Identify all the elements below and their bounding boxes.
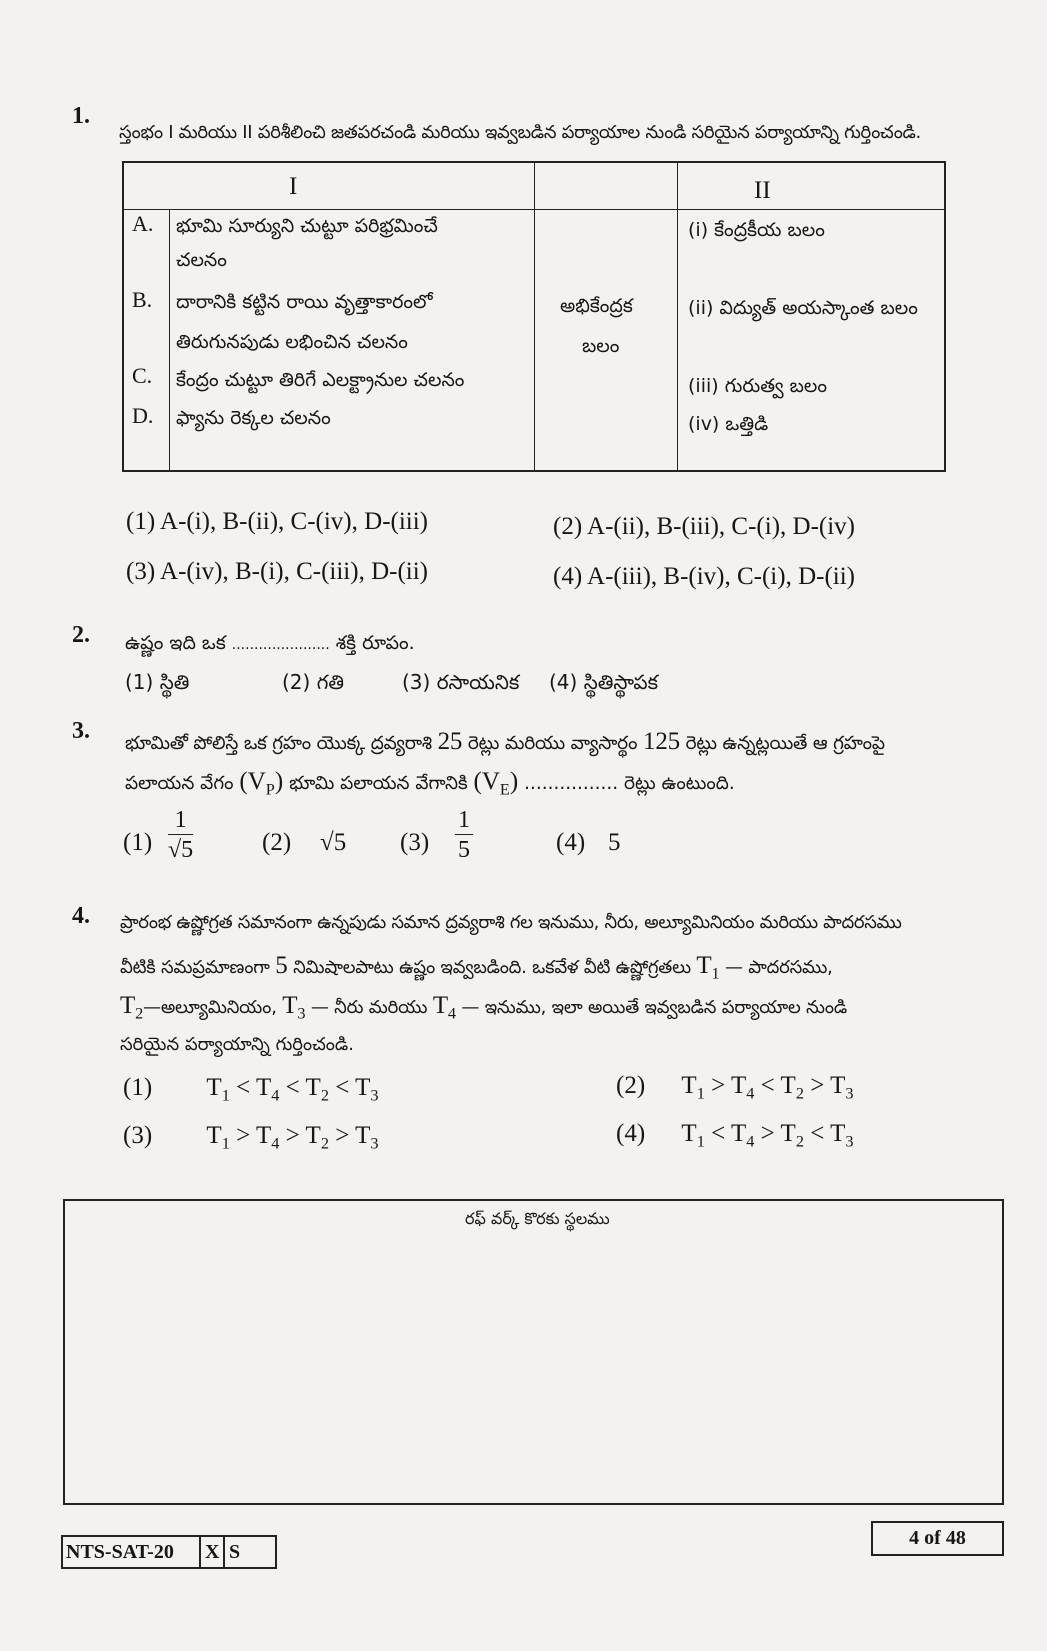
col2-item-3: (iii) గురుత్వ బలం	[688, 375, 827, 397]
item-d-label: D.	[132, 403, 154, 428]
q4-t1: T	[696, 952, 712, 979]
q3-option-4-value: 5	[608, 829, 621, 856]
middle-line1: అభికేంద్రక	[560, 295, 633, 317]
q4-t3-sub: 3	[297, 1004, 306, 1023]
col2-item-1: (i) కేంద్రకీయ బలం	[688, 219, 825, 241]
item-b-line1: దారానికి కట్టిన రాయి వృత్తాకారంలో	[176, 291, 433, 313]
q4-option-3[interactable]: (3) $T_1 > T_4 > T_2 > T_3$	[123, 1122, 379, 1153]
q4-line2-a: వీటికి సమప్రమాణంగా	[120, 957, 270, 978]
q4-aluminium: —అల్యూమినియం,	[143, 997, 277, 1018]
q2-text-before: ఉష్ణం ఇది ఒక	[125, 632, 226, 654]
q3-line1	[125, 728, 885, 758]
q4-opt1-rel1: <	[236, 1074, 251, 1101]
rough-work-label: రఫ్ వర్క్ కొరకు స్థలము	[465, 1209, 610, 1228]
q4-five: 5	[275, 952, 288, 979]
col2-item-2: (ii) విద్యుత్ అయస్కాంత బలం	[688, 297, 918, 319]
item-c-line1: కేంద్రం చుట్టూ తిరిగే ఎలక్ట్రానుల చలనం	[176, 369, 465, 391]
q4-opt3-label: (3)	[123, 1122, 153, 1149]
q4-option-2[interactable]: (2) $T_1 > T_4 < T_2 > T_3$	[616, 1072, 854, 1103]
q4-opt2-rel1: >	[711, 1072, 726, 1099]
footer-x: X	[205, 1541, 220, 1563]
middle-line2: బలం	[582, 335, 620, 357]
q3-option-4-label[interactable]: (4)	[556, 829, 586, 856]
item-d-line1: ఫ్యాను రెక్కల చలనం	[176, 407, 331, 429]
q4-t3: T	[282, 992, 298, 1019]
q3-option-2-value: √5	[320, 829, 347, 856]
q2-option-1[interactable]: (1) స్థితి	[125, 670, 190, 694]
q2-option-2[interactable]: (2) గతి	[282, 670, 344, 694]
q3-line2-a: పలాయన వేగం	[125, 773, 234, 794]
q4-opt1-rel3: <	[335, 1074, 350, 1101]
q1-option-2[interactable]: (2) A-(ii), B-(iii), C-(i), D-(iv)	[553, 513, 856, 540]
col1-header: I	[289, 173, 298, 200]
q3-option-2-label[interactable]: (2)	[262, 829, 292, 856]
q3-num-125: 125	[643, 728, 680, 755]
item-a-line1: భూమి సూర్యుని చుట్టూ పరిభ్రమించే	[176, 215, 438, 237]
q4-opt3-rel2: >	[285, 1122, 300, 1149]
q1-option-4[interactable]: (4) A-(iii), B-(iv), C-(i), D-(ii)	[553, 563, 856, 590]
q4-opt4-label: (4)	[616, 1120, 646, 1147]
q4-opt4-rel3: <	[810, 1120, 825, 1147]
col2-header: II	[754, 177, 771, 204]
q4-t1-sub: 1	[711, 964, 720, 983]
q4-line3	[120, 992, 847, 1024]
q3-opt1-num: 1	[168, 806, 193, 835]
q4-opt3-rel1: >	[236, 1122, 251, 1149]
item-c-label: C.	[132, 363, 153, 388]
q4-option-1[interactable]: (1) $T_1 < T_4 < T_2 < T_3$	[123, 1074, 379, 1105]
q3-option-1-label[interactable]: (1)	[123, 829, 153, 856]
q4-number: 4.	[72, 903, 90, 929]
q4-opt3-rel3: >	[335, 1122, 350, 1149]
q2-text-after: శక్తి రూపం.	[335, 632, 415, 654]
q3-number: 3.	[72, 718, 90, 744]
q3-vp-close: )	[274, 768, 284, 795]
q1-number: 1.	[72, 103, 90, 129]
q4-t2: T	[120, 992, 136, 1019]
q4-opt2-label: (2)	[616, 1072, 646, 1099]
match-table	[122, 161, 946, 472]
q4-opt2-rel2: <	[760, 1072, 775, 1099]
q2-option-3[interactable]: (3) రసాయనిక	[402, 670, 520, 694]
q3-option-3-label[interactable]: (3)	[400, 829, 430, 856]
q4-line2-b: నిమిషాలపాటు ఉష్ణం ఇవ్వబడింది. ఒకవేళ వీటి ఉష్ణోగ్రతలు	[293, 957, 691, 978]
footer-code-box	[61, 1535, 277, 1569]
q3-opt3-num: 1	[455, 806, 473, 835]
q4-opt4-rel2: >	[760, 1120, 775, 1147]
q4-line1: ప్రారంభ ఉష్ణోగ్రత సమానంగా ఉన్నపుడు సమాన ద్రవ్యరాశి గల ఇనుము, నీరు, అల్యూమినియం మరియు పాదరసము	[120, 912, 902, 933]
q3-vp-sub: P	[265, 780, 275, 799]
rough-work-box	[63, 1199, 1004, 1505]
item-b-label: B.	[132, 287, 153, 312]
q4-t4: T	[432, 992, 448, 1019]
q2-option-4[interactable]: (4) స్థితిస్థాపక	[549, 670, 659, 694]
q4-line2	[120, 952, 833, 984]
q4-t4-sub: 4	[447, 1004, 456, 1023]
q4-opt1-rel2: <	[285, 1074, 300, 1101]
footer-page: 4 of 48	[909, 1527, 966, 1549]
q4-opt2-rel3: >	[810, 1072, 825, 1099]
q3-line1-c: రెట్లు ఉన్నట్లయితే ఆ గ్రహంపై	[685, 733, 885, 754]
q4-line4: సరియైన పర్యాయాన్ని గుర్తించండి.	[120, 1034, 354, 1055]
q3-line2	[125, 768, 735, 800]
q4-water: — నీరు మరియు	[310, 997, 428, 1018]
q3-opt3-den: 5	[458, 837, 470, 863]
q3-num-25: 25	[437, 728, 463, 755]
q3-opt1-den: √5	[168, 837, 194, 863]
item-a-label: A.	[132, 211, 154, 236]
q3-ve-close: )	[509, 768, 519, 795]
q2-text	[125, 632, 415, 659]
q3-line2-b: భూమి పలాయన వేగానికి	[289, 773, 468, 794]
q1-option-1[interactable]: (1) A-(i), B-(ii), C-(iv), D-(iii)	[126, 508, 429, 535]
q4-mercury: — పాదరసము,	[724, 957, 833, 978]
item-a-line2: చలనం	[176, 249, 227, 271]
q4-option-4[interactable]: (4) $T_1 < T_4 > T_2 < T_3$	[616, 1120, 854, 1151]
q1-text: స్తంభం I మరియు II పరిశీలించి జతపరచండి మరియు ఇవ్వబడిన పర్యాయాల నుండి సరియైన పర్యాయాన్ని గుర్తించండి.	[119, 122, 921, 143]
footer-s: S	[229, 1541, 241, 1563]
item-b-line2: తిరుగునపుడు లభించిన చలనం	[176, 331, 408, 353]
q4-line3-end: — ఇనుము, ఇలా అయితే ఇవ్వబడిన పర్యాయాల నుండి	[461, 997, 847, 1018]
q3-ve: (V	[473, 768, 500, 795]
q4-opt4-rel1: <	[711, 1120, 726, 1147]
q2-number: 2.	[72, 622, 90, 648]
q4-opt1-label: (1)	[123, 1074, 153, 1101]
q3-ve-sub: E	[499, 780, 510, 799]
q3-line1-b: రెట్లు మరియు వ్యాసార్థం	[467, 733, 638, 754]
col2-item-4: (iv) ఒత్తిడి	[688, 413, 769, 435]
footer-page-box	[871, 1521, 1004, 1556]
q2-blank: ......................	[231, 637, 330, 653]
footer-code: NTS-SAT-20	[66, 1541, 174, 1563]
q3-option-3-frac	[455, 806, 473, 865]
q1-option-3[interactable]: (3) A-(iv), B-(i), C-(iii), D-(ii)	[126, 558, 429, 585]
q4-t2-sub: 2	[135, 1004, 144, 1023]
q3-line1-a: భూమితో పోలిస్తే ఒక గ్రహం యొక్క ద్రవ్యరాశి	[125, 733, 432, 754]
q3-vp: (V	[239, 768, 266, 795]
q3-option-1-frac	[168, 806, 193, 865]
q3-line2-c: ................ రెట్లు ఉంటుంది.	[524, 773, 735, 794]
